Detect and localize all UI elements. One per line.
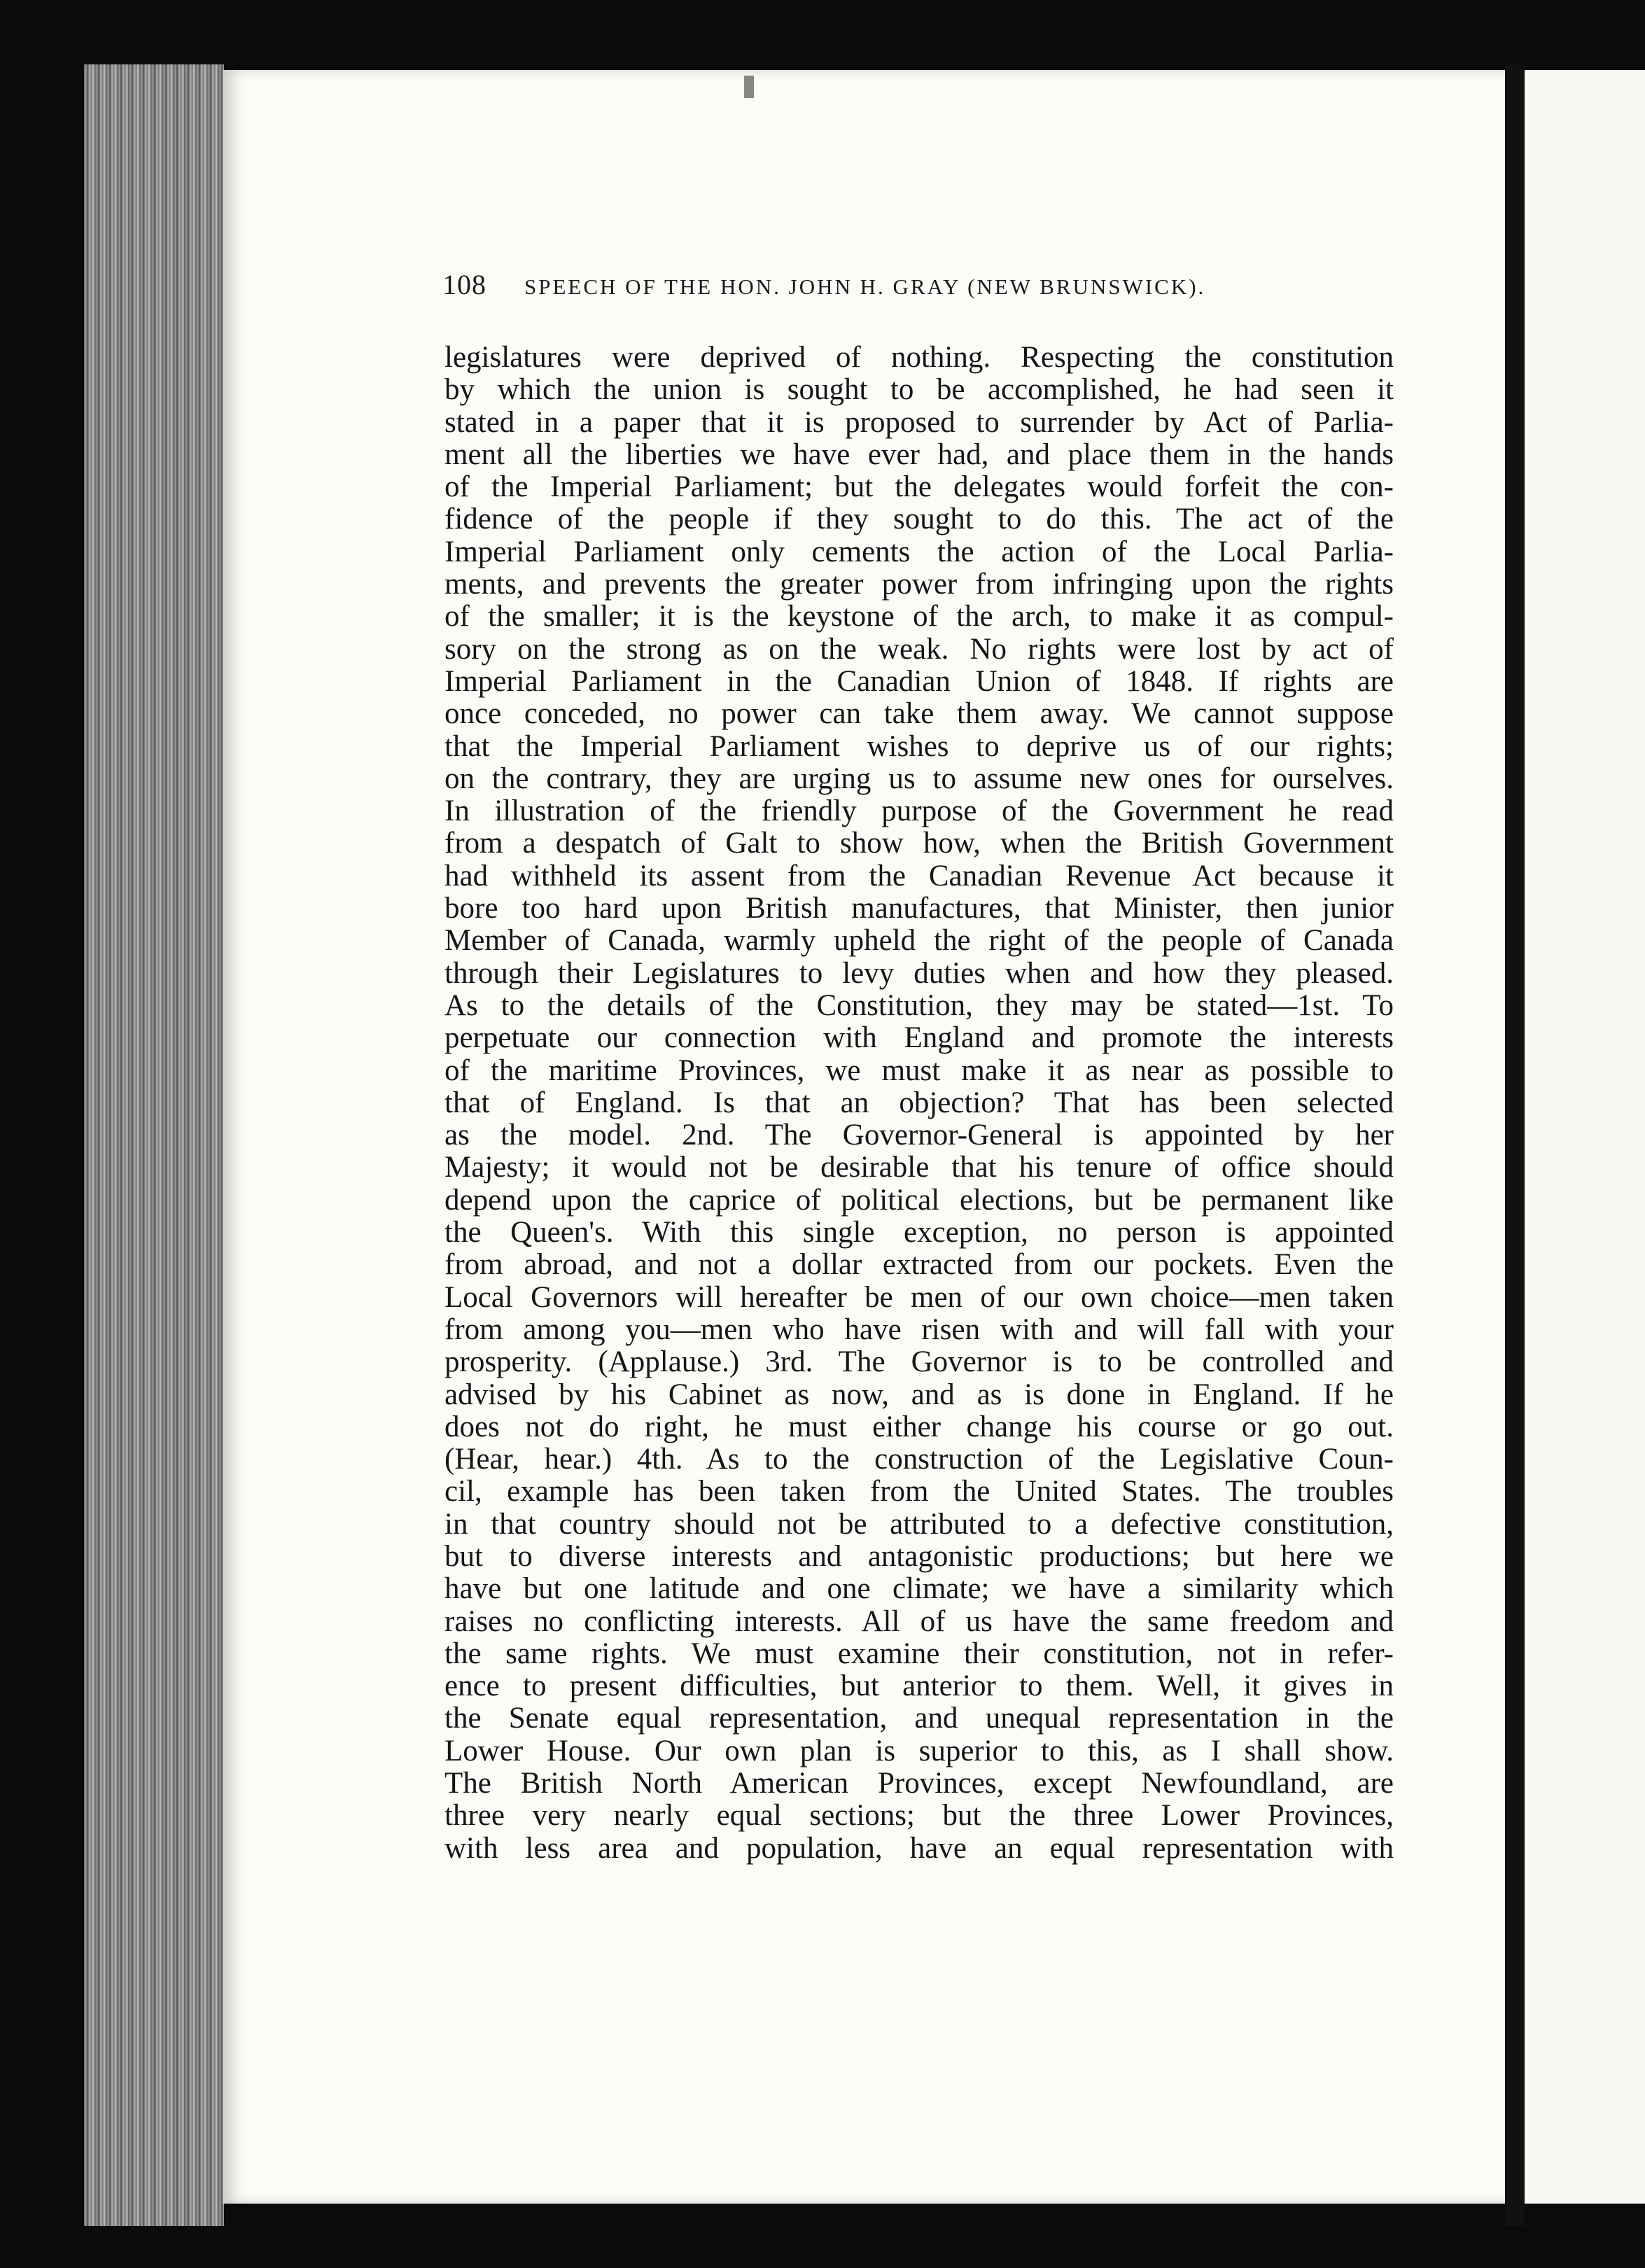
text-line: legislatures were deprived of nothing. Respecting the constitution	[444, 342, 1394, 374]
text-line: that of England. Is that an objection? That has been selected	[444, 1086, 1394, 1119]
text-line: through their Legislatures to levy duties when and how they pleased.	[444, 957, 1394, 990]
text-line: fidence of the people if they sought to do this. The act of the	[444, 503, 1394, 536]
text-line: ence to present difficulties, but anterior to them. Well, it gives in	[444, 1670, 1394, 1703]
text-line: the Senate equal representation, and unequal representation in the	[444, 1702, 1394, 1735]
text-line: Imperial Parliament only cements the action of the Local Parlia-	[444, 536, 1394, 568]
page-edges	[84, 64, 224, 2234]
text-line: Lower House. Our own plan is superior to this, as I shall show.	[444, 1735, 1394, 1768]
text-line: depend upon the caprice of political elections, but be permanent like	[444, 1184, 1394, 1217]
text-line: from abroad, and not a dollar extracted from our pockets. Even the	[444, 1249, 1394, 1282]
text-line: from a despatch of Galt to show how, when the British Government	[444, 827, 1394, 860]
text-line: As to the details of the Constitution, they may be stated—1st. To	[444, 989, 1394, 1022]
text-line: Majesty; it would not be desirable that his tenure of office should	[444, 1152, 1394, 1184]
text-line: had withheld its assent from the Canadian Revenue Act because it	[444, 860, 1394, 892]
body-text	[444, 342, 1394, 1865]
text-line: three very nearly equal sections; but the three Lower Provinces,	[444, 1800, 1394, 1833]
text-line: of the maritime Provinces, we must make it as near as possible to	[444, 1054, 1394, 1087]
text-line: sory on the strong as on the weak. No rights were lost by act of	[444, 633, 1394, 666]
text-line: the same rights. We must examine their constitution, not in refer-	[444, 1637, 1394, 1670]
text-line: but to diverse interests and antagonistic productions; but here we	[444, 1540, 1394, 1573]
text-line: on the contrary, they are urging us to assume new ones for ourselves.	[444, 762, 1394, 795]
text-line: that the Imperial Parliament wishes to deprive us of our rights;	[444, 730, 1394, 763]
text-line: as the model. 2nd. The Governor-General is appointed by her	[444, 1119, 1394, 1152]
text-line: In illustration of the friendly purpose of the Government he read	[444, 795, 1394, 828]
text-line: Member of Canada, warmly upheld the right of the people of Canada	[444, 925, 1394, 958]
text-line: of the Imperial Parliament; but the delegates would forfeit the con-	[444, 471, 1394, 504]
text-line: by which the union is sought to be accomplished, he had seen it	[444, 374, 1394, 407]
right-page-edge	[1525, 70, 1645, 2204]
text-line: the Queen's. With this single exception, no person is appointed	[444, 1217, 1394, 1250]
text-line: Imperial Parliament in the Canadian Union of 1848. If rights are	[444, 665, 1394, 698]
scan-speck	[744, 76, 754, 98]
text-line: ments, and prevents the greater power from infringing upon the rights	[444, 568, 1394, 601]
page-number: 108	[442, 269, 486, 300]
text-line: bore too hard upon British manufactures, that Minister, then junior	[444, 892, 1394, 925]
text-line: raises no conflicting interests. All of us have the same freedom and	[444, 1605, 1394, 1638]
book-gutter	[1505, 64, 1525, 2234]
scan-bottom-border	[0, 2226, 1645, 2268]
text-line: ment all the liberties we have ever had, and place them in the hands	[444, 438, 1394, 471]
text-line: prosperity. (Applause.) 3rd. The Governor is to be controlled and	[444, 1346, 1394, 1379]
text-line: once conceded, no power can take them away. We cannot suppose	[444, 698, 1394, 731]
text-line: The British North American Provinces, except Newfoundland, are	[444, 1768, 1394, 1800]
running-head-title: SPEECH OF THE HON. JOHN H. GRAY (NEW BRUNSWICK).	[524, 274, 1206, 299]
text-line: in that country should not be attributed to a defective constitution,	[444, 1508, 1394, 1541]
text-line: perpetuate our connection with England and promote the interests	[444, 1022, 1394, 1055]
text-line: stated in a paper that it is proposed to surrender by Act of Parlia-	[444, 406, 1394, 439]
text-line: advised by his Cabinet as now, and as is done in England. If he	[444, 1378, 1394, 1411]
text-line: does not do right, he must either change his course or go out.	[444, 1410, 1394, 1443]
text-line: with less area and population, have an equal representation with	[444, 1832, 1394, 1865]
running-head	[442, 268, 1394, 310]
text-line: (Hear, hear.) 4th. As to the construction of the Legislative Coun-	[444, 1443, 1394, 1476]
text-line: of the smaller; it is the keystone of the arch, to make it as compul-	[444, 601, 1394, 634]
text-line: cil, example has been taken from the United States. The troubles	[444, 1476, 1394, 1508]
text-line: from among you—men who have risen with and will fall with your	[444, 1313, 1394, 1346]
text-line: Local Governors will hereafter be men of our own choice—men taken	[444, 1281, 1394, 1314]
text-line: have but one latitude and one climate; we have a similarity which	[444, 1573, 1394, 1606]
